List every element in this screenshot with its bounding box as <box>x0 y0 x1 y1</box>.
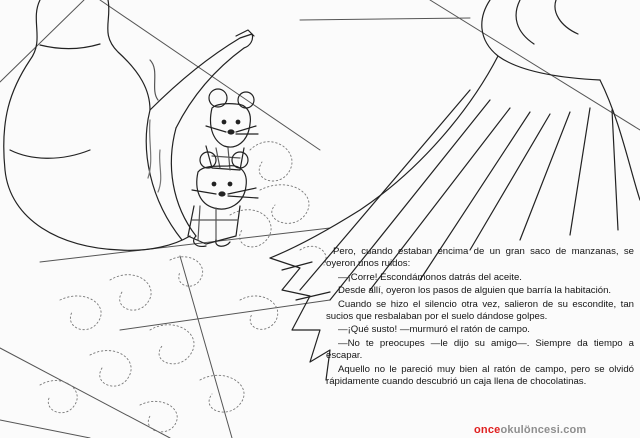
mouse <box>150 60 258 246</box>
paragraph: —No te preocupes —le dijo su amigo—. Siempre da tiempo a escapar. <box>326 337 634 362</box>
paragraph: Desde allí, oyeron los pasos de alguien que barría la habitación. <box>338 285 612 297</box>
story-text <box>326 246 634 389</box>
dust-swirls <box>40 142 326 432</box>
paragraph: Cuando se hizo el silencio otra vez, salieron de su escondite, tan sucios que resbalaban por el suelo dándose golpes. <box>326 298 634 323</box>
site-watermark <box>474 424 586 436</box>
paragraph: Aquello no le pareció muy bien al ratón de campo, pero se olvidó rápidamente cuando descubrió un caja llena de chocolatinas. <box>326 363 634 388</box>
watermark-part-gray: okulöncesi.com <box>500 424 587 436</box>
paragraph: Pero, cuando estaban encima de un gran saco de manzanas, se oyeron unos ruidos: <box>326 246 634 270</box>
paragraph: —¡Corre! Escondámonos datrás del aceite. <box>338 271 522 283</box>
watermark-part-red: once <box>474 424 501 436</box>
paragraph: —¡Qué susto! —murmuró el ratón de campo. <box>338 324 530 336</box>
